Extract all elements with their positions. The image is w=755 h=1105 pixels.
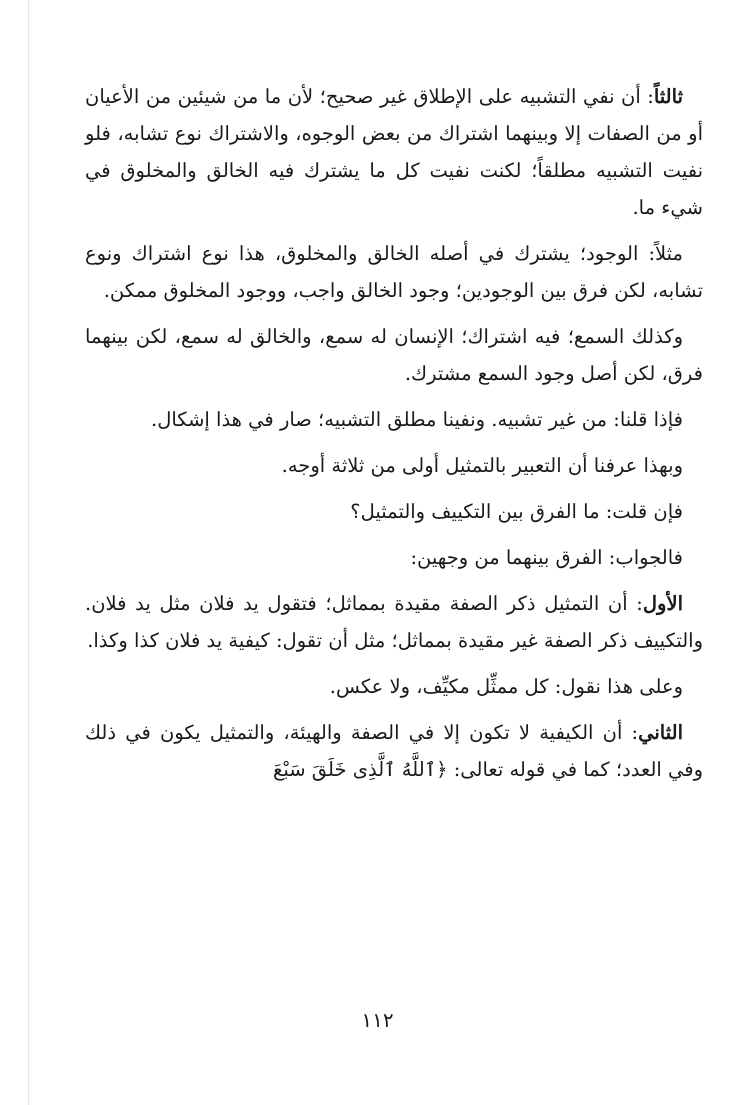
quran-bracket: ﴿ <box>436 758 448 781</box>
paragraph-text: فالجواب: الفرق بينهما من وجهين: <box>410 546 683 569</box>
paragraph-lead: ثالثاً <box>653 85 683 108</box>
page-body <box>85 78 703 797</box>
paragraph-rule <box>85 668 703 705</box>
paragraph-text: وكذلك السمع؛ فيه اشتراك؛ الإنسان له سمع، والخالق له سمع، لكن بينهما فرق، لكن أصل وجود السمع مشترك. <box>85 325 703 385</box>
paragraph-conclusion <box>85 447 703 484</box>
paragraph-hearing <box>85 318 703 392</box>
paragraph-example-existence <box>85 235 703 309</box>
page-number: ١١٢ <box>361 1008 394 1032</box>
page-edge-shadow <box>28 0 29 1105</box>
paragraph-text: : أن الكيفية لا تكون إلا في الصفة والهيئة، والتمثيل يكون في ذلك وفي العدد؛ كما في قوله تعالى: <box>85 721 703 781</box>
paragraph-answer <box>85 539 703 576</box>
paragraph-text: فإذا قلنا: من غير تشبيه. ونفينا مطلق التشبيه؛ صار في هذا إشكال. <box>151 408 683 431</box>
paragraph-text: وعلى هذا نقول: كل ممثِّل مكيِّف، ولا عكس. <box>329 675 683 698</box>
paragraph-lead: الأول <box>642 592 683 615</box>
paragraph-first-difference <box>85 585 703 659</box>
paragraph-text: : أن نفي التشبيه على الإطلاق غير صحيح؛ لأن ما من شيئين من الأعيان أو من الصفات إلا وبينهما اشتراك من بعض الوجوه، والاشتراك نوع تشابه، فلو نفيت التشبيه مطلقاً؛ لكنت نفيت كل ما يشترك فيه الخالق والمخلوق في شيء ما. <box>85 85 703 219</box>
paragraph-second-difference <box>85 714 703 788</box>
quran-verse: ٱللَّهُ ٱلَّذِى خَلَقَ سَبْعَ <box>272 758 437 781</box>
paragraph-third-point <box>85 78 703 226</box>
paragraph-text: وبهذا عرفنا أن التعبير بالتمثيل أولى من ثلاثة أوجه. <box>281 454 683 477</box>
paragraph-text: فإن قلت: ما الفرق بين التكييف والتمثيل؟ <box>350 500 683 523</box>
paragraph-text: مثلاً: الوجود؛ يشترك في أصله الخالق والمخلوق، هذا نوع اشتراك ونوع تشابه، لكن فرق بين الوجودين؛ وجود الخالق واجب، ووجود المخلوق ممكن. <box>85 242 703 302</box>
paragraph-question <box>85 493 703 530</box>
paragraph-without-tashbih <box>85 401 703 438</box>
paragraph-lead: الثاني <box>638 721 683 744</box>
paragraph-text: : أن التمثيل ذكر الصفة مقيدة بمماثل؛ فتقول يد فلان مثل يد فلان. والتكييف ذكر الصفة غير مقيدة بمماثل؛ مثل أن تقول: كيفية يد فلان كذا وكذا. <box>85 592 703 652</box>
